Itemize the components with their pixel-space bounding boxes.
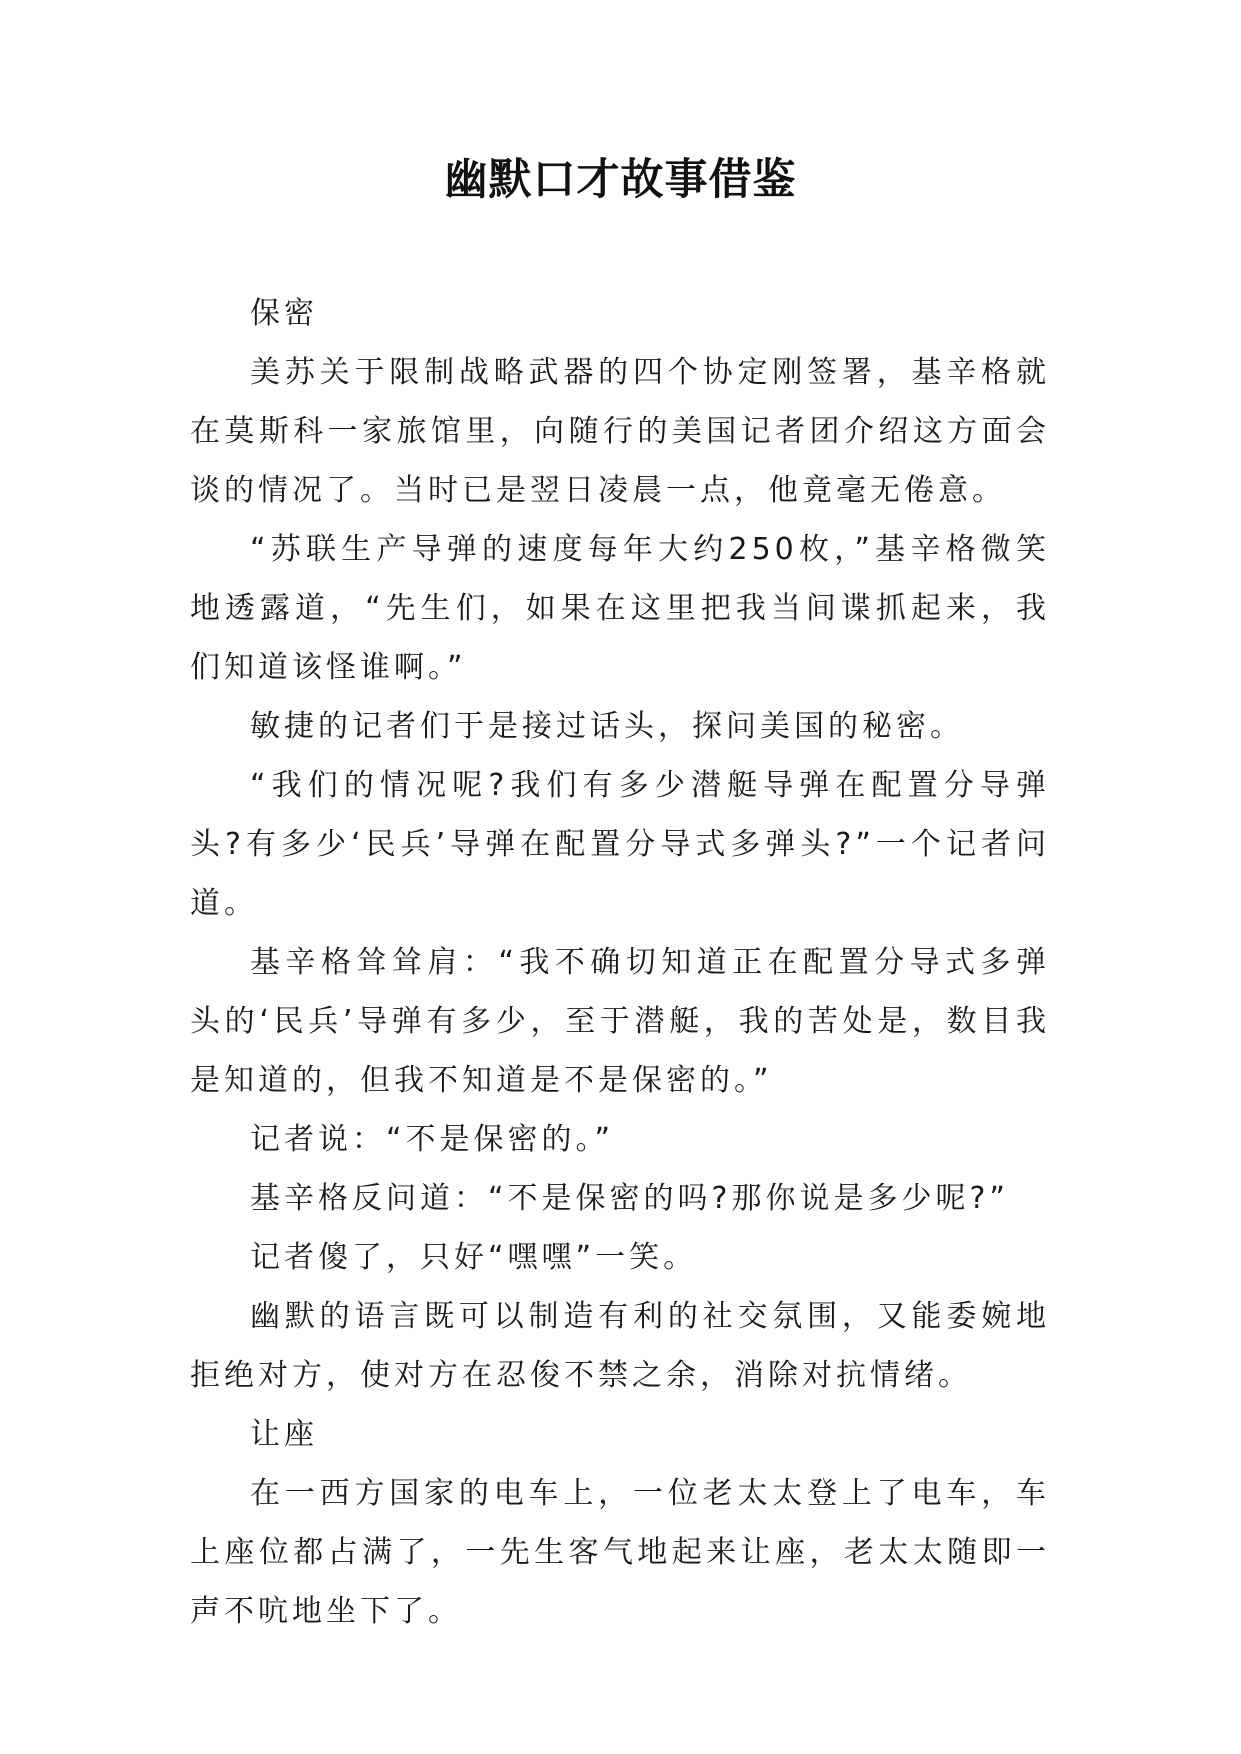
paragraph: 记者傻了，只好“嘿嘿”一笑。 (250, 1240, 698, 1275)
paragraph: 幽默的语言既可以制造有利的社交氛围，又能委婉地拒绝对方，使对方在忍俊不禁之余，消除对抗情绪。 (190, 1299, 1050, 1393)
paragraph: 记者说：“不是保密的。” (250, 1122, 615, 1157)
section-heading-give-seat: 让座 (250, 1417, 318, 1452)
paragraph: 基辛格反问道：“不是保密的吗?那你说是多少呢?” (250, 1181, 1009, 1216)
section-heading-secret: 保密 (250, 296, 318, 331)
paragraph: “我们的情况呢?我们有多少潜艇导弹在配置分导弹头?有多少‘民兵’导弹在配置分导式多弹头?”一个记者问道。 (190, 768, 1050, 921)
paragraph: 基辛格耸耸肩：“我不确切知道正在配置分导式多弹头的‘民兵’导弹有多少，至于潜艇，我的苦处是，数目我是知道的，但我不知道是不是保密的。” (190, 945, 1050, 1098)
paragraph: 敏捷的记者们于是接过话头，探问美国的秘密。 (250, 709, 964, 744)
document-title: 幽默口才故事借鉴 (444, 155, 797, 205)
document-body (190, 284, 1050, 1641)
paragraph: 在一西方国家的电车上，一位老太太登上了电车，车上座位都占满了，一先生客气地起来让座，老太太随即一声不吭地坐下了。 (190, 1476, 1050, 1629)
paragraph: 美苏关于限制战略武器的四个协定刚签署，基辛格就在莫斯科一家旅馆里，向随行的美国记者团介绍这方面会谈的情况了。当时已是翌日凌晨一点，他竟毫无倦意。 (190, 355, 1050, 508)
paragraph: “苏联生产导弹的速度每年大约250枚，”基辛格微笑地透露道，“先生们，如果在这里把我当间谍抓起来，我们知道该怪谁啊。” (190, 532, 1050, 685)
